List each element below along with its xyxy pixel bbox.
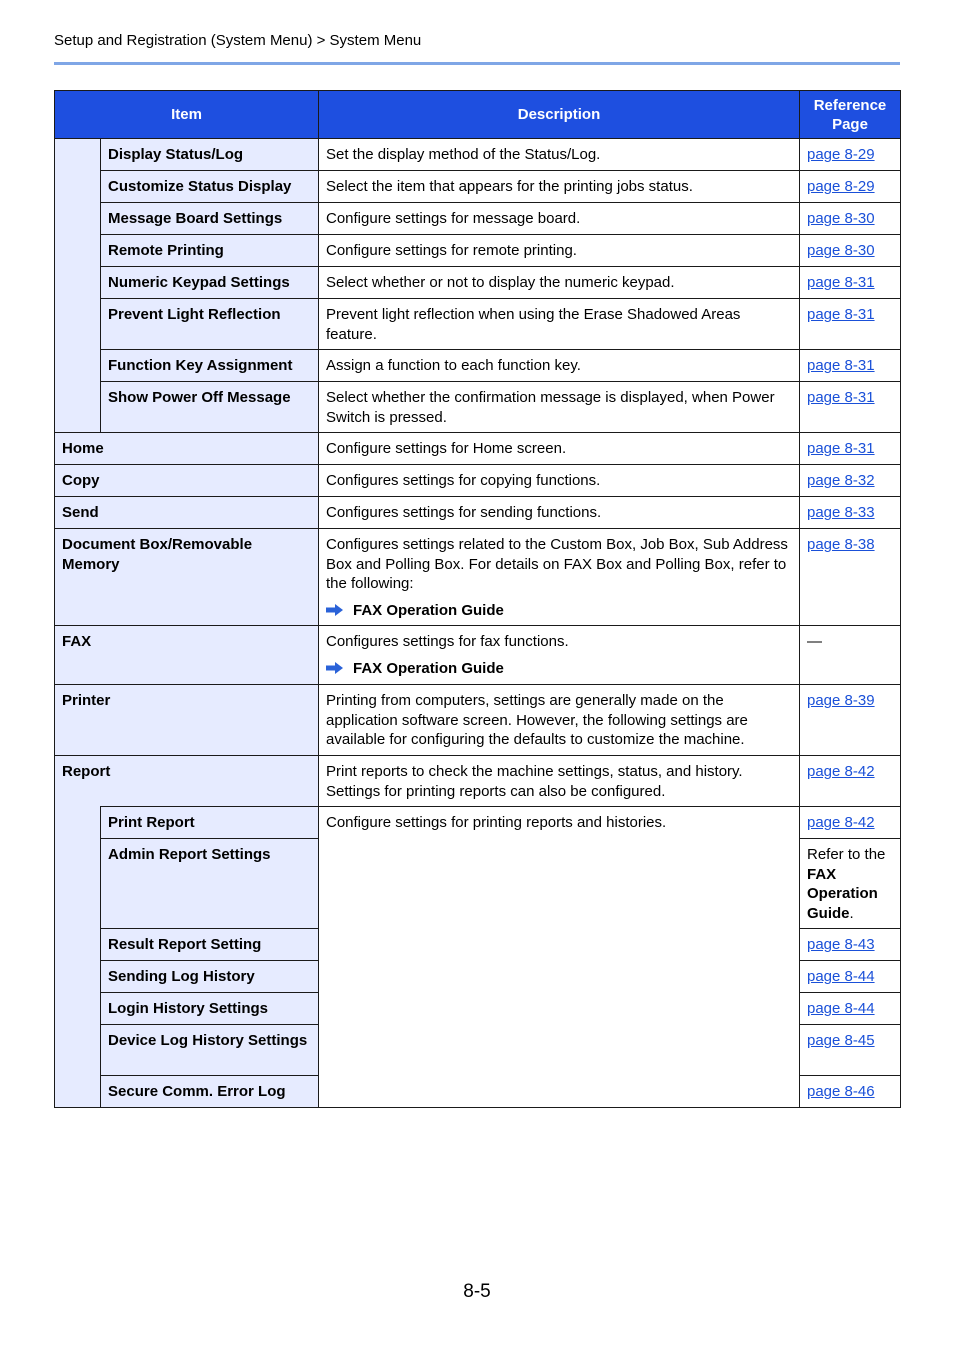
guide-label: FAX Operation Guide (353, 659, 504, 677)
reference-link[interactable]: page 8-31 (807, 389, 875, 406)
reference-note (800, 839, 901, 929)
table-row (55, 267, 901, 299)
table-row (55, 626, 901, 685)
reference-link[interactable]: page 8-31 (807, 440, 875, 457)
item-description: Configures settings for fax functions. (326, 633, 569, 650)
reference-link[interactable]: page 8-44 (807, 1000, 875, 1017)
table-row (55, 756, 901, 807)
item-label: Show Power Off Message (101, 382, 319, 433)
guide-label: FAX Operation Guide (353, 601, 504, 619)
item-label: Copy (55, 465, 319, 497)
breadcrumb: Setup and Registration (System Menu) > System Menu (54, 32, 422, 49)
table-row (55, 465, 901, 497)
item-description: Select whether or not to display the numeric keypad. (319, 267, 800, 299)
item-description: Assign a function to each function key. (319, 350, 800, 382)
table-header-row (55, 91, 901, 139)
reference-link[interactable]: page 8-42 (807, 763, 875, 780)
reference-link[interactable]: page 8-45 (807, 1032, 875, 1049)
reference-link[interactable]: page 8-30 (807, 210, 875, 227)
item-label: Function Key Assignment (101, 350, 319, 382)
item-description: Configure settings for printing reports and histories. (319, 807, 800, 1108)
reference-link[interactable]: page 8-38 (807, 536, 875, 553)
reference-link[interactable]: page 8-32 (807, 472, 875, 489)
item-label: Admin Report Settings (101, 839, 319, 929)
item-description: Print reports to check the machine settings, status, and history. Settings for printing reports can also be configured. (319, 756, 800, 807)
arrow-right-icon (326, 604, 343, 616)
item-label: Document Box/Removable Memory (55, 529, 319, 626)
reference-note-guide: FAX Operation Guide (807, 865, 878, 922)
table-row (55, 171, 901, 203)
item-label: Result Report Setting (101, 929, 319, 961)
table-row (55, 433, 901, 465)
item-label: FAX (55, 626, 319, 685)
reference-link[interactable]: page 8-39 (807, 692, 875, 709)
header-reference (800, 91, 901, 139)
reference-link[interactable]: page 8-31 (807, 274, 875, 291)
table-row (55, 203, 901, 235)
item-label: Device Log History Settings (101, 1025, 319, 1076)
table-row (55, 807, 901, 839)
item-description: Set the display method of the Status/Log. (319, 139, 800, 171)
item-description: Configure settings for message board. (319, 203, 800, 235)
group-indent (55, 139, 101, 433)
reference-link[interactable]: page 8-29 (807, 146, 875, 163)
table-row (55, 235, 901, 267)
item-label: Print Report (101, 807, 319, 839)
reference-link[interactable]: page 8-31 (807, 357, 875, 374)
table-row (55, 350, 901, 382)
table-row (55, 382, 901, 433)
reference-link[interactable]: page 8-43 (807, 936, 875, 953)
reference-note-suffix: . (849, 904, 854, 922)
reference-link[interactable]: page 8-29 (807, 178, 875, 195)
item-description: Printing from computers, settings are generally made on the application software screen. However, the following settings are available for configuring the defaults to customize the machine. (319, 685, 800, 756)
header-description: Description (319, 91, 800, 139)
item-description: Prevent light reflection when using the Erase Shadowed Areas feature. (319, 299, 800, 350)
item-description: Configures settings related to the Custom Box, Job Box, Sub Address Box and Polling Box. For details on FAX Box and Polling Box, refer to the following: (326, 536, 788, 592)
table-row (55, 529, 901, 626)
reference-link[interactable]: page 8-44 (807, 968, 875, 985)
item-description: Configures settings for sending functions. (319, 497, 800, 529)
item-label: Remote Printing (101, 235, 319, 267)
item-description-cell (319, 529, 800, 626)
table-row (55, 139, 901, 171)
item-label: Report (55, 756, 319, 807)
reference-link[interactable]: page 8-46 (807, 1083, 875, 1100)
item-description: Configure settings for remote printing. (319, 235, 800, 267)
item-label: Numeric Keypad Settings (101, 267, 319, 299)
group-indent (55, 807, 101, 1108)
item-description: Configures settings for copying functions. (319, 465, 800, 497)
reference-link[interactable]: page 8-33 (807, 504, 875, 521)
item-label: Message Board Settings (101, 203, 319, 235)
item-description-cell (319, 626, 800, 685)
page-number: 8-5 (463, 1281, 491, 1302)
table-row (55, 299, 901, 350)
item-label: Sending Log History (101, 961, 319, 993)
reference-note-prefix: Refer to the (807, 846, 886, 863)
table-row (55, 685, 901, 756)
item-label: Secure Comm. Error Log (101, 1076, 319, 1108)
item-description: Configure settings for Home screen. (319, 433, 800, 465)
item-label: Display Status/Log (101, 139, 319, 171)
item-label: Home (55, 433, 319, 465)
item-description: Select the item that appears for the printing jobs status. (319, 171, 800, 203)
guide-reference (326, 601, 792, 621)
reference-value: — (800, 626, 901, 685)
item-label: Send (55, 497, 319, 529)
header-item: Item (55, 91, 319, 139)
header-rule (54, 62, 900, 65)
reference-link[interactable]: page 8-30 (807, 242, 875, 259)
arrow-right-icon (326, 662, 343, 674)
system-menu-table (54, 90, 901, 1108)
reference-link[interactable]: page 8-31 (807, 306, 875, 323)
header-reference-label: Reference Page (813, 96, 887, 133)
item-label: Prevent Light Reflection (101, 299, 319, 350)
reference-link[interactable]: page 8-42 (807, 814, 875, 831)
item-label: Customize Status Display (101, 171, 319, 203)
table-row (55, 497, 901, 529)
item-label: Printer (55, 685, 319, 756)
guide-reference (326, 659, 792, 679)
item-description: Select whether the confirmation message is displayed, when Power Switch is pressed. (319, 382, 800, 433)
item-label: Login History Settings (101, 993, 319, 1025)
